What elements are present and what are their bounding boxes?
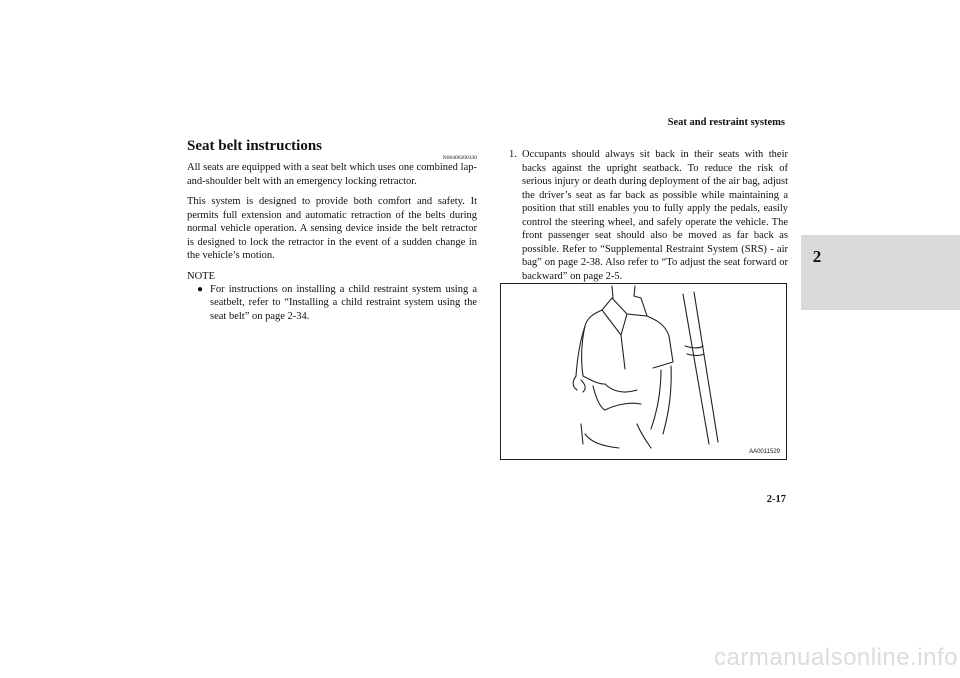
page-number: 2-17 — [766, 494, 786, 505]
note-text: For instructions on installing a child restraint system using a seatbelt, refer to “Installing a child restraint system using the seat belt” on page 2-34. — [210, 283, 477, 322]
left-column — [187, 138, 477, 323]
item-number: 1. — [509, 149, 517, 160]
chapter-number: 2 — [812, 247, 822, 266]
document-code: N00406200330 — [442, 155, 477, 161]
figure-id: AA0011529 — [749, 449, 780, 455]
bullet-icon: ● — [197, 283, 204, 295]
occupant-seatbelt-drawing — [501, 284, 786, 459]
section-header: Seat and restraint systems — [667, 117, 785, 128]
chapter-tab — [801, 235, 960, 310]
note-item — [187, 283, 477, 324]
item-text: Occupants should always sit back in their seats with their backs against the upright seatback. To reduce the risk of serious injury or death during deployment of the air bag, adjust the driver’s seat as far back as possible while maintaining a position that still enables you to fully apply the pedals, easily control the steering wheel, and safely operate the vehicle. The front passenger seat should also be moved as far back as possible. Refer to “Supplemental Restraint System (SRS) - air bag” on page 2-38. Also refer to “To adjust the seat forward or backward” on page 2-5. — [522, 149, 788, 282]
section-heading: Seat belt instructions — [187, 138, 322, 154]
right-column — [509, 148, 788, 283]
paragraph-2: This system is designed to provide both comfort and safety. It permits full extension and automatic retraction of the belts during normal vehicle operation. A sensing device inside the belt retractor is designed to lock the retractor in the event of a sudden change in the vehicle’s motion. — [187, 196, 477, 261]
note-label: NOTE — [187, 270, 215, 282]
watermark: carmanualsonline.info — [714, 644, 958, 671]
seated-occupant-illustration — [500, 283, 787, 460]
numbered-item-1 — [509, 148, 788, 283]
paragraph-1: All seats are equipped with a seat belt which uses one combined lap-and-shoulder belt with an emergency locking retractor. — [187, 162, 477, 187]
